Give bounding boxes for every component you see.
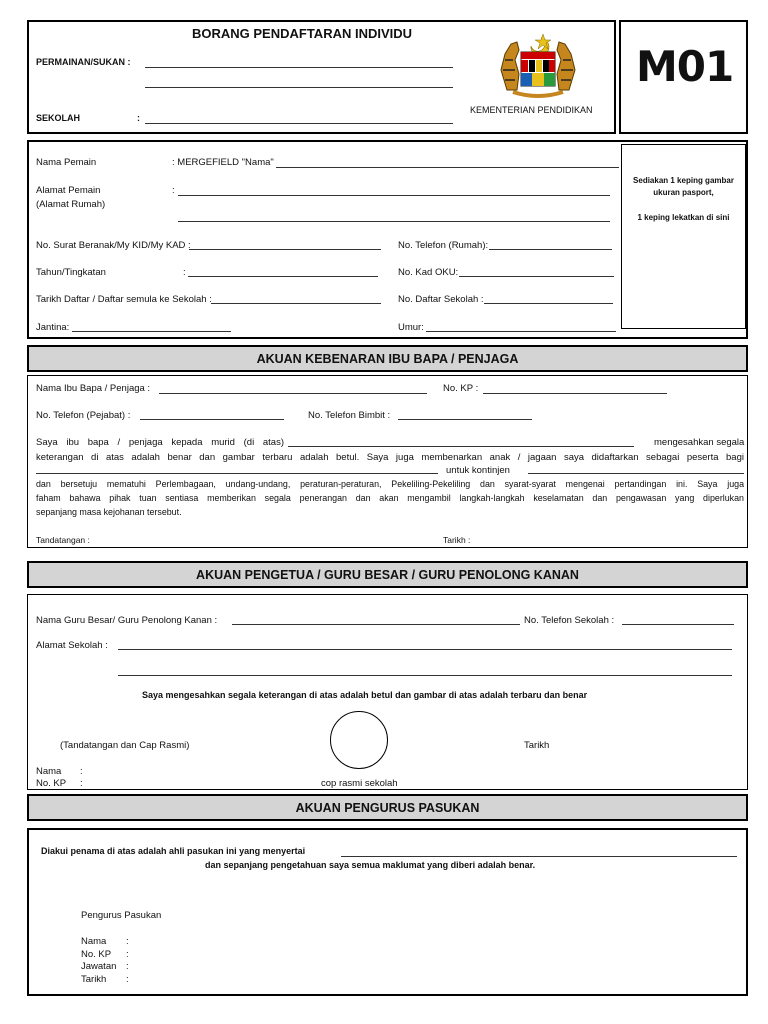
principal-heading: AKUAN PENGETUA / GURU BESAR / GURU PENOLONG KANAN <box>196 568 579 582</box>
manager-name-label: Nama <box>81 936 107 947</box>
manager-heading-bar <box>27 794 748 821</box>
photo-instruction-1: Sediakan 1 keping gambar <box>633 176 734 185</box>
age-field[interactable] <box>426 331 616 332</box>
principal-name-label-2: Nama <box>36 766 62 777</box>
year-field[interactable] <box>188 276 378 277</box>
manager-position-label: Jawatan <box>81 961 117 972</box>
parent-para-start: Saya ibu bapa / penjaga kepada murid (di atas) <box>36 437 284 448</box>
parent-para-line2: keterangan di atas adalah benar dan gambar terbaru adalah betul. Saya juga membenarkan anak / jagaan saya didaftarkan sebagai peserta bagi <box>36 452 744 463</box>
right-tiger-icon <box>557 42 575 90</box>
phone-home-field[interactable] <box>489 249 612 250</box>
form-title: BORANG PENDAFTARAN INDIVIDU <box>192 26 413 41</box>
school-reg-field[interactable] <box>484 303 613 304</box>
manager-ic-label: No. KP <box>81 949 112 960</box>
year-label: Tahun/Tingkatan <box>36 267 106 278</box>
form-code: M01 <box>636 42 734 91</box>
parent-heading-bar <box>27 345 748 372</box>
school-phone-label: No. Telefon Sekolah : <box>524 615 615 626</box>
age-label: Umur: <box>398 322 424 333</box>
event-field[interactable] <box>36 473 438 474</box>
school-reg-label: No. Daftar Sekolah : <box>398 294 484 305</box>
sport-field-line2[interactable] <box>145 87 453 88</box>
sport-label: PERMAINAN/SUKAN : <box>36 57 131 67</box>
gender-label: Jantina: <box>36 322 70 333</box>
parent-para-line4: dan bersetuju mematuhi Perlembagaan, undang-undang, peraturan-peraturan, Pekeliling-Pekeliling dan syarat-syarat mengenai pertandingan ini. Saya juga <box>36 479 744 489</box>
parent-heading: AKUAN KEBENARAN IBU BAPA / PENJAGA <box>256 352 519 366</box>
school-field[interactable] <box>145 123 453 124</box>
sign-stamp-label: (Tandatangan dan Cap Rasmi) <box>60 740 190 751</box>
player-address-field-line2[interactable] <box>178 221 610 222</box>
principal-date-label: Tarikh <box>524 740 550 751</box>
parent-name-field[interactable] <box>159 393 427 394</box>
office-phone-field[interactable] <box>140 419 284 420</box>
stamp-label: cop rasmi sekolah <box>321 778 398 789</box>
oku-label: No. Kad OKU: <box>398 267 459 278</box>
manager-heading: AKUAN PENGURUS PASUKAN <box>295 801 480 815</box>
manager-label: Pengurus Pasukan <box>81 910 162 921</box>
manager-declare-line1: Diakui penama di atas adalah ahli pasukan ini yang menyertai <box>41 846 306 856</box>
parent-ic-label: No. KP : <box>443 383 479 394</box>
school-phone-field[interactable] <box>622 624 734 625</box>
manager-event-field[interactable] <box>341 856 737 857</box>
principal-name-field[interactable] <box>232 624 520 625</box>
birth-cert-label: No. Surat Beranak/My KID/My KAD : <box>36 240 191 251</box>
contingent-field[interactable] <box>528 473 744 474</box>
student-name-field[interactable] <box>288 446 634 447</box>
sport-field[interactable] <box>145 67 453 68</box>
parent-name-label: Nama Ibu Bapa / Penjaga : <box>36 383 151 394</box>
manager-ic-colon: : <box>126 949 129 960</box>
player-address-label: Alamat Pemain <box>36 185 101 196</box>
school-label: SEKOLAH <box>36 113 81 123</box>
principal-declaration: Saya mengesahkan segala keterangan di atas adalah betul dan gambar di atas adalah terbaru dan benar <box>142 690 588 700</box>
parent-signature-label: Tandatangan : <box>36 535 90 545</box>
ministry-name: KEMENTERIAN PENDIDIKAN <box>470 105 593 115</box>
parent-para-contingent: untuk kontinjen <box>446 465 510 476</box>
player-name-field[interactable] <box>276 167 619 168</box>
manager-name-colon: : <box>126 936 129 947</box>
mobile-field[interactable] <box>398 419 532 420</box>
stamp-circle[interactable] <box>330 711 388 769</box>
principal-heading-bar <box>27 561 748 588</box>
parent-para-line6: sepanjang masa kejohanan tersebut. <box>36 507 182 517</box>
malaysia-coat-of-arms <box>493 30 583 102</box>
left-tiger-icon <box>501 42 519 90</box>
manager-declare-line2: dan sepanjang pengetahuan saya semua maklumat yang diberi adalah benar. <box>205 860 536 870</box>
parent-ic-field[interactable] <box>483 393 667 394</box>
birth-cert-field[interactable] <box>189 249 381 250</box>
reg-date-label: Tarikh Daftar / Daftar semula ke Sekolah : <box>36 294 212 305</box>
photo-instruction-3: 1 keping lekatkan di sini <box>637 213 730 222</box>
principal-ic-colon: : <box>80 778 83 789</box>
oku-field[interactable] <box>459 276 614 277</box>
school-address-field[interactable] <box>118 649 732 650</box>
player-address-colon: : <box>172 185 175 196</box>
manager-date-colon: : <box>126 974 129 985</box>
reg-date-field[interactable] <box>211 303 381 304</box>
parent-para-confirm: mengesahkan segala <box>654 437 745 448</box>
parent-para-line5: faham bahawa pihak tuan sentiasa memberikan segala penerangan dan akan mengambil langkah-langkah keselamatan dan pengawasan yang diperlukan <box>36 493 744 503</box>
player-name-label: Nama Pemain <box>36 157 97 168</box>
photo-box[interactable] <box>621 144 746 329</box>
principal-name-colon: : <box>80 766 83 777</box>
player-name-value: : MERGEFIELD "Nama" <box>172 157 274 168</box>
principal-name-label: Nama Guru Besar/ Guru Penolong Kanan : <box>36 615 218 626</box>
principal-ic-label: No. KP <box>36 778 67 789</box>
shield-icon <box>521 52 555 86</box>
office-phone-label: No. Telefon (Pejabat) : <box>36 410 131 421</box>
manager-position-colon: : <box>126 961 129 972</box>
school-colon: : <box>137 113 140 123</box>
school-address-label: Alamat Sekolah : <box>36 640 108 651</box>
phone-home-label: No. Telefon (Rumah): <box>398 240 489 251</box>
gender-field[interactable] <box>72 331 231 332</box>
photo-instruction-2: ukuran pasport, <box>653 188 714 197</box>
parent-date-label: Tarikh : <box>443 535 471 545</box>
player-address-field[interactable] <box>178 195 610 196</box>
school-address-field-line2[interactable] <box>118 675 732 676</box>
mobile-label: No. Telefon Bimbit : <box>308 410 391 421</box>
year-colon: : <box>183 267 186 278</box>
manager-date-label: Tarikh <box>81 974 107 985</box>
player-address-sub: (Alamat Rumah) <box>36 199 106 210</box>
